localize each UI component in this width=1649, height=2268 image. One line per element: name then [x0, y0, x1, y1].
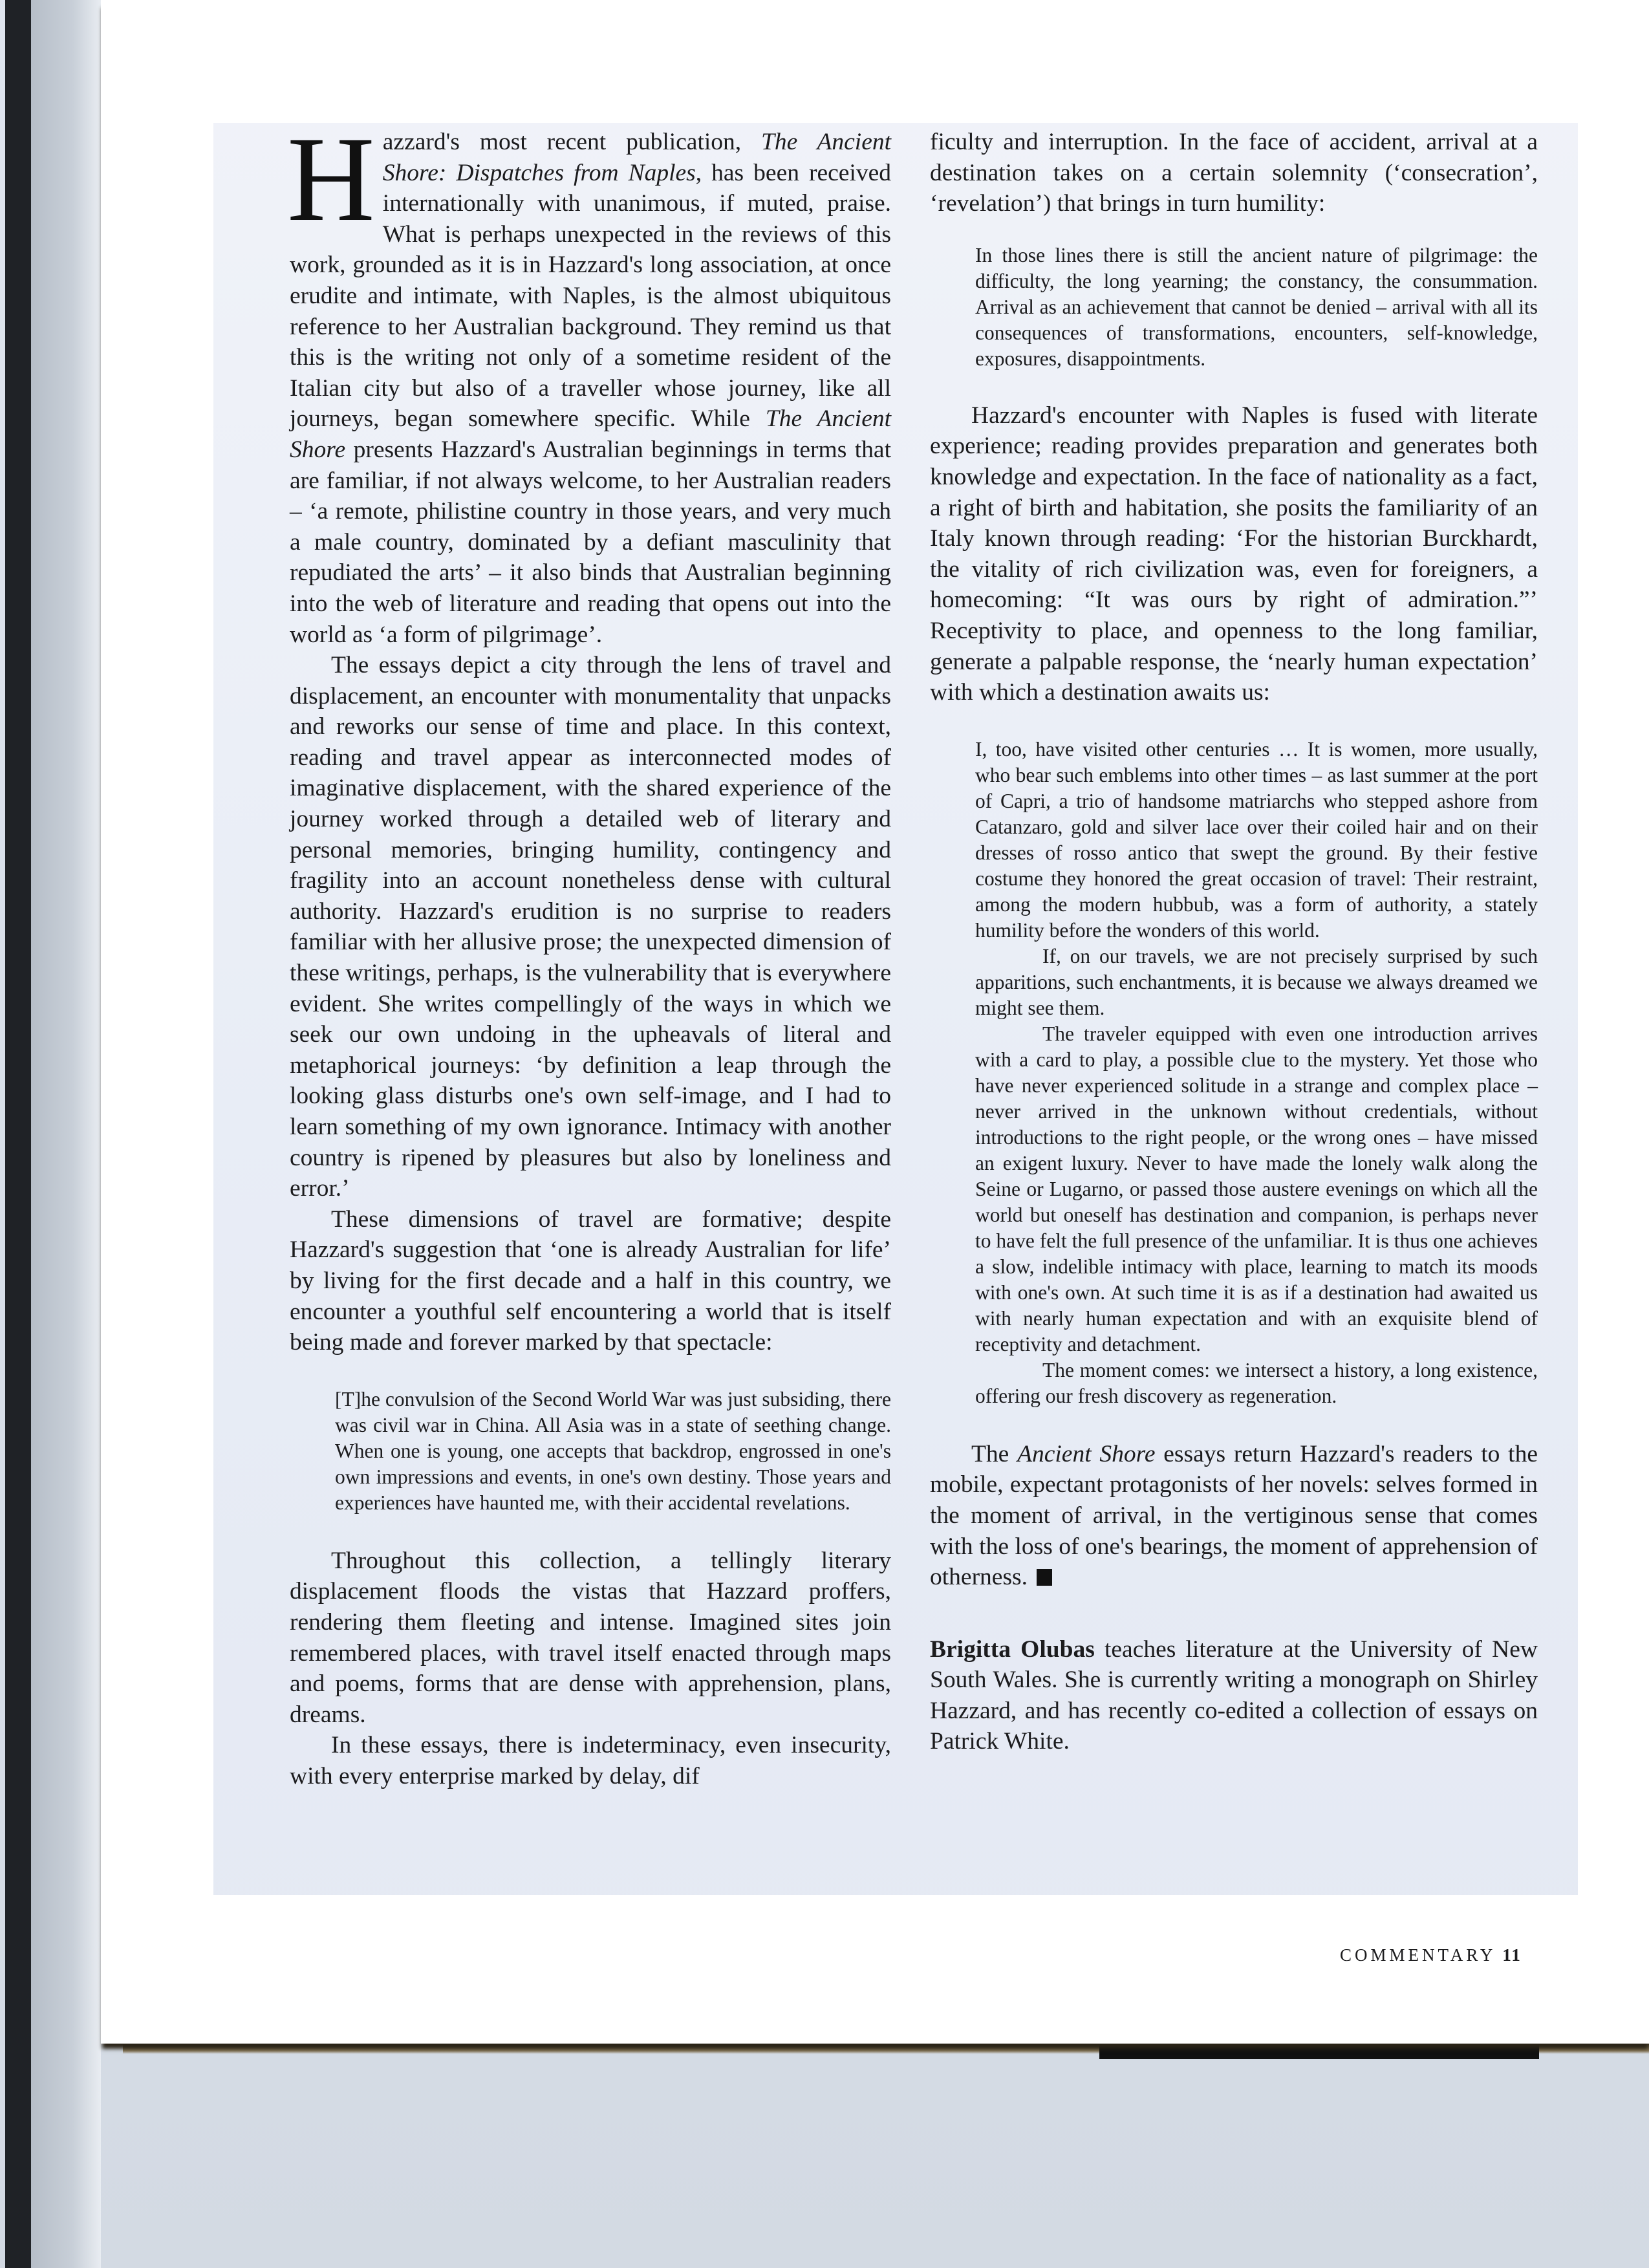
block-quote	[335, 1387, 891, 1516]
paragraph: Hazzard's encounter with Naples is fused with literate experience; reading provides preparation and generates both knowledge and expectation. In the face of nationality as a fact, a right of birth and habitation, she posits the familiarity of an Italy known through reading: ‘For the historian Burckhardt, the vitality of rich civilization was, even for foreigners, a homecoming: “It was ours by right of admiration.”’ Receptivity to place, and openness to the long familiar, generate a palpable response, the ‘nearly human expectation’ with which a destination awaits us:	[930, 402, 1538, 706]
quote-text: I, too, have visited other centuries … It is women, more usually, who bear such emblems into other times – as last summer at the port of Capri, a trio of handsome matriarchs who stepped ashore from Catanzaro, gold and silver lace over their coiled hair and on their dresses of rosso antico that swept the ground. By their festive costume they honored the great occasion of travel: Their restraint, among the modern hubbub, was a form of authority, a stately humility before the wonders of this world.	[975, 737, 1538, 942]
block-quote	[975, 243, 1538, 372]
quote-text: If, on our travels, we are not precisely surprised by such apparitions, such enchantments, it is because we always dreamed we might see them.	[975, 944, 1538, 1019]
page-folio	[1340, 1945, 1522, 1965]
drop-cap: H	[287, 111, 375, 246]
page-gutter	[31, 0, 101, 2268]
opening-paragraph: Hazzard's most recent publication, The Ancient Shore: Dispatches from Naples, has been received internationally with unanimous, if muted, praise. What is perhaps unexpected in the reviews of this work, grounded as it is in Hazzard's long association, at once erudite and intimate, with Naples, is the almost ubiquitous reference to her Australian background. They remind us that this is the writing not only of a sometime resident of the Italian city but also of a traveller whose journey, like all journeys, began somewhere specific. While The Ancient Shore presents Hazzard's Australian beginnings in terms that are familiar, if not always welcome, to her Australian readers – ‘a remote, philistine country in those years, and very much a male country, dominated by a defiant masculinity that repudiated the arts’ – it also binds that Australian beginning into the web of literature and reading that opens out into the world as ‘a form of pilgrimage’.	[287, 111, 892, 648]
book-title: The Ancient Shore: Dispatches from Naples	[382, 129, 892, 186]
author-bio: Brigitta Olubas teaches literature at the University of New South Wales. She is currently writing a monograph on Shirley Hazzard, and has recently co-edited a collection of essays on Patrick White.	[930, 1636, 1538, 1755]
page-edge-dark	[1099, 2045, 1539, 2059]
paragraph: In these essays, there is indeterminacy, even insecurity, with every enterprise marked by delay, dif	[290, 1732, 891, 1789]
author-name: Brigitta Olubas	[930, 1636, 1095, 1663]
paragraph: ficulty and interruption. In the face of accident, arrival at a destination takes on a certain solemnity (‘consecration’, ‘revelation’) that brings in turn humility:	[930, 129, 1538, 217]
page-number: 11	[1502, 1945, 1522, 1965]
paragraph: The essays depict a city through the lens of travel and displacement, an encounter with monumentality that unpacks and reworks our sense of time and place. In this context, reading and travel appear as interconnected modes of imaginative displacement, with the shared experience of the journey worked through a detailed web of literary and personal memories, bringing humility, contingency and fragility into an account nonetheless dense with cultural authority. Hazzard's erudition is no surprise to readers familiar with her allusive prose; the unexpected dimension of these writings, perhaps, is the vulnerability that is everywhere evident. She writes compellingly of the ways in which we seek our own undoing in the upheavals of literal and metaphorical journeys: ‘by definition a leap through the looking glass disturbs one's own self-image, and I had to learn something of my own ignorance. Intimacy with another country is ripened by pleasures but also by loneliness and error.’	[290, 652, 891, 1202]
quote-text: The traveler equipped with even one introduction arrives with a card to play, a possible clue to the mystery. Yet those who have never experienced solitude in a strange and complex place – never arrived in the unknown without credentials, without introductions to the right people, or the wrong ones – have missed an exigent luxury. Never to have made the lonely walk along the Seine or Lugarno, or passed those austere evenings on which all the world but oneself has destination and companion, is perhaps never to have felt the full presence of the unfamiliar. It is thus one achieves a slow, indelible intimacy with place, learning to match its moods with one's own. At such time it is as if a destination had awaited us with nearly human expectation and with an exquisite blend of receptivity and detachment.	[975, 1022, 1538, 1355]
quote-text: [T]he convulsion of the Second World War was just subsiding, there was civil war in China. All Asia was in a state of seething change. When one is young, one accepts that backdrop, engrossed in one's own impressions and events, in one's own destiny. Those years and experiences have haunted me, with their accidental revelations.	[335, 1387, 891, 1514]
right-column	[930, 127, 1538, 1757]
left-column	[287, 111, 892, 1792]
paragraph: Throughout this collection, a tellingly literary displacement floods the vistas that Hazzard proffers, rendering them fleeting and intense. Imagined sites join remembered places, with travel itself enacted through maps and poems, forms that are dense with apprehension, plans, dreams.	[290, 1547, 891, 1728]
quote-text: The moment comes: we intersect a history, a long existence, offering our fresh discovery as regeneration.	[975, 1358, 1538, 1407]
end-mark-icon	[1037, 1569, 1052, 1586]
block-quote	[975, 737, 1538, 1409]
book-title: Ancient Shore	[1017, 1440, 1156, 1467]
binding-shadow	[5, 0, 31, 2268]
section-name: COMMENTARY	[1340, 1945, 1496, 1965]
quote-text: In those lines there is still the ancient nature of pilgrimage: the difficulty, the long yearning; the constancy, the consummation. Arrival as an achievement that cannot be denied – arrival with all its consequences of transformations, encounters, self-knowledge, exposures, disappointments.	[975, 243, 1538, 370]
book-title: The Ancient Shore	[290, 405, 892, 463]
paragraph: These dimensions of travel are formative; despite Hazzard's suggestion that ‘one is already Australian for life’ by living for the first decade and a half in this country, we encounter a youthful self encountering a world that is itself being made and forever marked by that spectacle:	[290, 1205, 891, 1356]
closing-paragraph: The Ancient Shore essays return Hazzard's readers to the mobile, expectant protagonists of her novels: selves formed in the moment of arrival, in the vertiginous sense that comes with the loss of one's bearings, the moment of apprehension of otherness.	[930, 1440, 1538, 1591]
